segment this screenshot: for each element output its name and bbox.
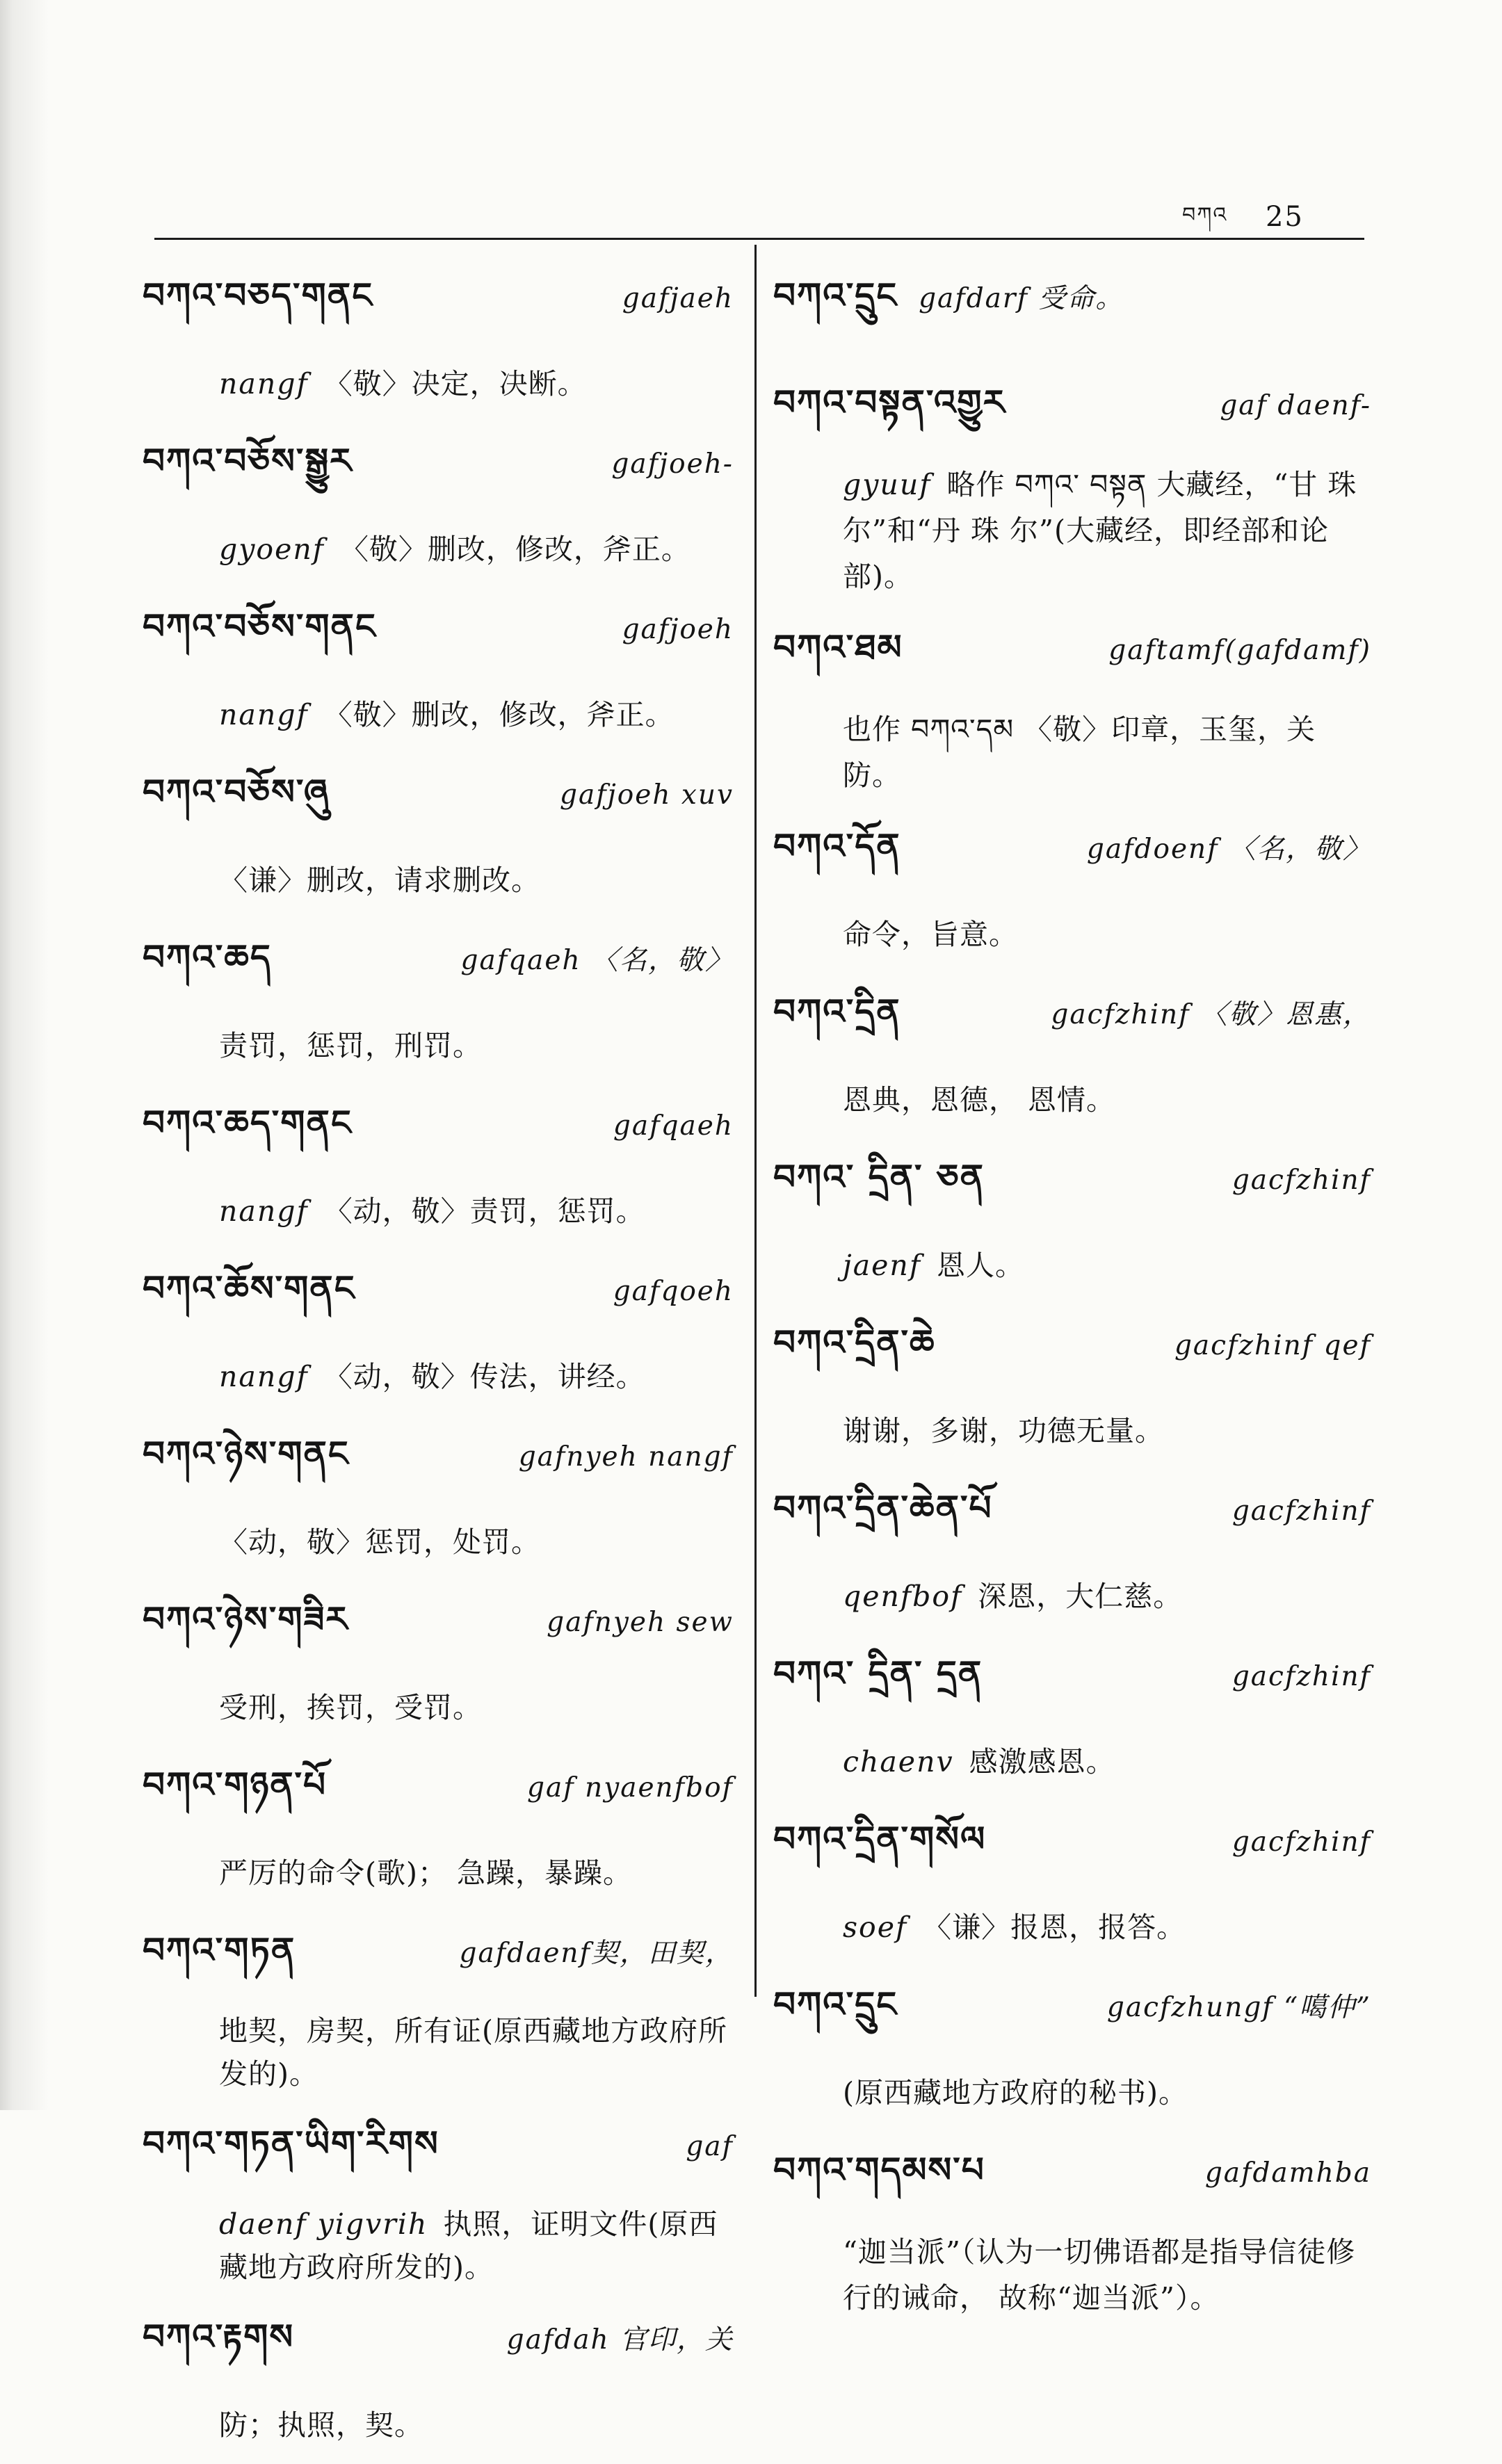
dictionary-entry xyxy=(143,423,734,578)
romanization: gafqaeh xyxy=(613,1110,734,1142)
dictionary-entry xyxy=(773,1470,1371,1626)
definition: (原西藏地方政府的秘书)。 xyxy=(843,2076,1188,2109)
romanization: gafdamhba xyxy=(1204,2157,1371,2189)
tibetan-headword: བཀའ་དྲིན་ཆེན་པོ xyxy=(773,1488,993,1528)
romanization-continued: gyoenf xyxy=(219,533,325,566)
dictionary-entry xyxy=(773,973,1371,1129)
romanization: gacfzhinf xyxy=(1232,1826,1371,1858)
romanization: gaf xyxy=(686,2131,734,2162)
dictionary-entry xyxy=(773,2132,1371,2321)
definition: 〈敬〉删改，修改，斧正。 xyxy=(339,533,691,566)
dictionary-entry xyxy=(143,754,734,909)
definition: 责罚，惩罚，刑罚。 xyxy=(219,1029,482,1062)
dictionary-entry xyxy=(143,1085,734,1240)
definition: 命令，旨意。 xyxy=(843,918,1018,951)
tibetan-headword: བཀའ་བསྟན་འགྱུར xyxy=(773,382,1006,423)
romanization: gacfzhinf xyxy=(1232,1661,1371,1692)
definition: 严厉的命令(歌)； 急躁，暴躁。 xyxy=(219,1856,633,1890)
dictionary-entry xyxy=(143,919,734,1075)
tibetan-headword: བཀའ་ དྲིན་ ཅན xyxy=(773,1157,985,1197)
romanization-continued: gyuuf xyxy=(843,468,932,501)
header-rule xyxy=(154,238,1364,240)
tibetan-headword: བཀའ་ཆོས་གནང xyxy=(143,1268,356,1308)
dictionary-entry xyxy=(773,609,1371,798)
romanization: gafdoenf 〈名，敬〉 xyxy=(1086,834,1371,865)
tibetan-headword: བཀའ་ཉེས་གཟིར xyxy=(143,1599,349,1639)
romanization: gafjoeh xuv xyxy=(560,779,734,811)
definition: “迦当派”（认为一切佛语都是指导信徒修行的诫命， 故称“迦当派”）。 xyxy=(843,2235,1356,2315)
dictionary-entry xyxy=(143,1912,734,2096)
romanization: gacfzhinf xyxy=(1232,1496,1371,1527)
definition: 略作 བཀའ་ བསྟན 大藏经，“甘 珠 尔”和“丹 珠 尔”(大藏经，即经部和论部)。 xyxy=(843,468,1357,593)
dictionary-entry xyxy=(773,1801,1371,1956)
left-column xyxy=(143,257,734,2464)
romanization: gacfzhinf qef xyxy=(1174,1330,1371,1361)
dictionary-entry xyxy=(143,1581,734,1737)
definition: 谢谢，多谢，功德无量。 xyxy=(843,1414,1164,1448)
romanization: gafqaeh 〈名，敬〉 xyxy=(460,945,734,976)
romanization: gaf nyaenfbof xyxy=(527,1772,734,1804)
romanization-continued: daenf yigvrih xyxy=(219,2207,428,2241)
dictionary-entry xyxy=(773,1139,1371,1295)
dictionary-entry xyxy=(773,808,1371,964)
romanization: gafnyeh nangf xyxy=(518,1441,734,1473)
tibetan-headword: བཀའ་དྲིན་གསོལ xyxy=(773,1819,987,1859)
tibetan-headword: བཀའ་གདམས་པ xyxy=(773,2150,985,2190)
romanization: gaftamf(gafdamf) xyxy=(1108,635,1371,666)
romanization: gafdaenf契，田契， xyxy=(459,1938,734,1969)
definition: 恩人。 xyxy=(937,1249,1025,1282)
romanization: gacfzhinf 〈敬〉恩惠， xyxy=(1051,999,1371,1030)
definition: 〈敬〉决定，决断。 xyxy=(323,367,587,400)
tibetan-headword: བཀའ་དྲིན་ཆེ xyxy=(773,1322,936,1363)
dictionary-entry xyxy=(773,257,1371,355)
tibetan-headword: བཀའ་ཉེས་གནང xyxy=(143,1434,350,1474)
romanization-continued: nangf xyxy=(219,367,309,400)
definition: 〈谦〉删改，请求删改。 xyxy=(219,864,540,897)
tibetan-headword: བཀའ་བཅོས་གནང xyxy=(143,606,377,647)
romanization-continued: chaenv xyxy=(843,1745,954,1778)
tibetan-headword: བཀའ་གཉན་པོ xyxy=(143,1765,328,1805)
tibetan-headword: བཀའ་བཅོས་སྒྱུར xyxy=(143,441,353,481)
definition: 防；执照，契。 xyxy=(219,2408,423,2442)
romanization: gafjoeh- xyxy=(611,448,734,480)
tibetan-headword: བཀའ་ དྲིན་ དྲན xyxy=(773,1653,983,1694)
scan-edge xyxy=(0,0,49,2110)
dictionary-entry xyxy=(143,2299,734,2454)
romanization-continued: jaenf xyxy=(843,1249,922,1282)
romanization: gafnyeh sew xyxy=(547,1607,734,1638)
dictionary-entry xyxy=(773,1635,1371,1791)
romanization-continued: soef xyxy=(843,1911,908,1944)
tibetan-headword: བཀའ་ཐམ xyxy=(773,627,903,667)
romanization: gafjoeh xyxy=(622,614,734,645)
definition: 执照，证明文件(原西藏地方政府所发的)。 xyxy=(219,2207,718,2284)
romanization-continued: nangf xyxy=(219,1360,309,1393)
romanization-continued: nangf xyxy=(219,1194,309,1228)
definition: 深恩，大仁慈。 xyxy=(978,1580,1183,1613)
romanization-continued: qenfbof xyxy=(843,1580,963,1613)
tibetan-headword: བཀའ་རྟགས xyxy=(143,2317,295,2357)
tibetan-headword: བཀའ་ཆད xyxy=(143,937,272,978)
running-head-tibetan: བཀའ xyxy=(1182,203,1228,227)
dictionary-entry xyxy=(143,1416,734,1571)
dictionary-entry xyxy=(143,1250,734,1406)
definition: 〈动，敬〉责罚，惩罚。 xyxy=(323,1194,645,1228)
romanization: gafjaeh xyxy=(622,283,734,314)
page-number: 25 xyxy=(1265,201,1304,233)
romanization: gacfzhinf xyxy=(1232,1165,1371,1196)
definition: 也作 བཀའ་དམ 〈敬〉印章，玉玺，关防。 xyxy=(843,713,1316,792)
dictionary-entry xyxy=(143,1746,734,1902)
dictionary-entry xyxy=(773,1966,1371,2122)
dictionary-entry xyxy=(143,257,734,413)
definition: 感激感恩。 xyxy=(969,1745,1115,1778)
romanization-continued: nangf xyxy=(219,698,309,731)
tibetan-headword: བཀའ་གཏན་ཡིག་རིགས xyxy=(143,2123,439,2164)
tibetan-headword: བཀའ་དྲུང xyxy=(773,275,898,316)
definition: 〈动，敬〉传法，讲经。 xyxy=(323,1360,645,1393)
tibetan-headword: བཀའ་ཆད་གནང xyxy=(143,1103,353,1143)
tibetan-headword: བཀའ་གཏན xyxy=(143,1930,296,1970)
dictionary-entry xyxy=(773,1304,1371,1460)
tibetan-headword: བཀའ་བཅད་གནང xyxy=(143,275,373,316)
dictionary-entry xyxy=(143,2105,734,2289)
definition: 恩典，恩德， 恩情。 xyxy=(843,1083,1116,1117)
tibetan-headword: བཀའ་དྲུང xyxy=(773,1984,898,2025)
definition: 〈动，敬〉惩罚，处罚。 xyxy=(219,1525,540,1559)
dictionary-entry xyxy=(143,588,734,744)
definition: 〈谦〉报恩，报答。 xyxy=(923,1911,1186,1944)
romanization: gacfzhungf “噶仲” xyxy=(1106,1992,1371,2023)
romanization: gafdarf 受命。 xyxy=(919,283,1124,314)
right-column xyxy=(773,257,1371,2331)
definition: 受刑，挨罚，受罚。 xyxy=(219,1691,482,1724)
romanization: gaf daenf- xyxy=(1220,390,1371,421)
definition: 地契，房契，所有证(原西藏地方政府所发的)。 xyxy=(219,2014,727,2091)
romanization: gafqoeh xyxy=(613,1276,734,1307)
running-head xyxy=(1182,192,1304,250)
tibetan-headword: བཀའ་བཅོས་ཞུ xyxy=(143,772,330,812)
tibetan-headword: བཀའ་དྲིན xyxy=(773,991,901,1032)
definition: 〈敬〉删改，修改，斧正。 xyxy=(323,698,675,731)
column-divider xyxy=(754,245,757,1997)
romanization: gafdah 官印，关 xyxy=(506,2324,734,2356)
dictionary-entry xyxy=(773,364,1371,599)
tibetan-headword: བཀའ་དོན xyxy=(773,826,901,866)
